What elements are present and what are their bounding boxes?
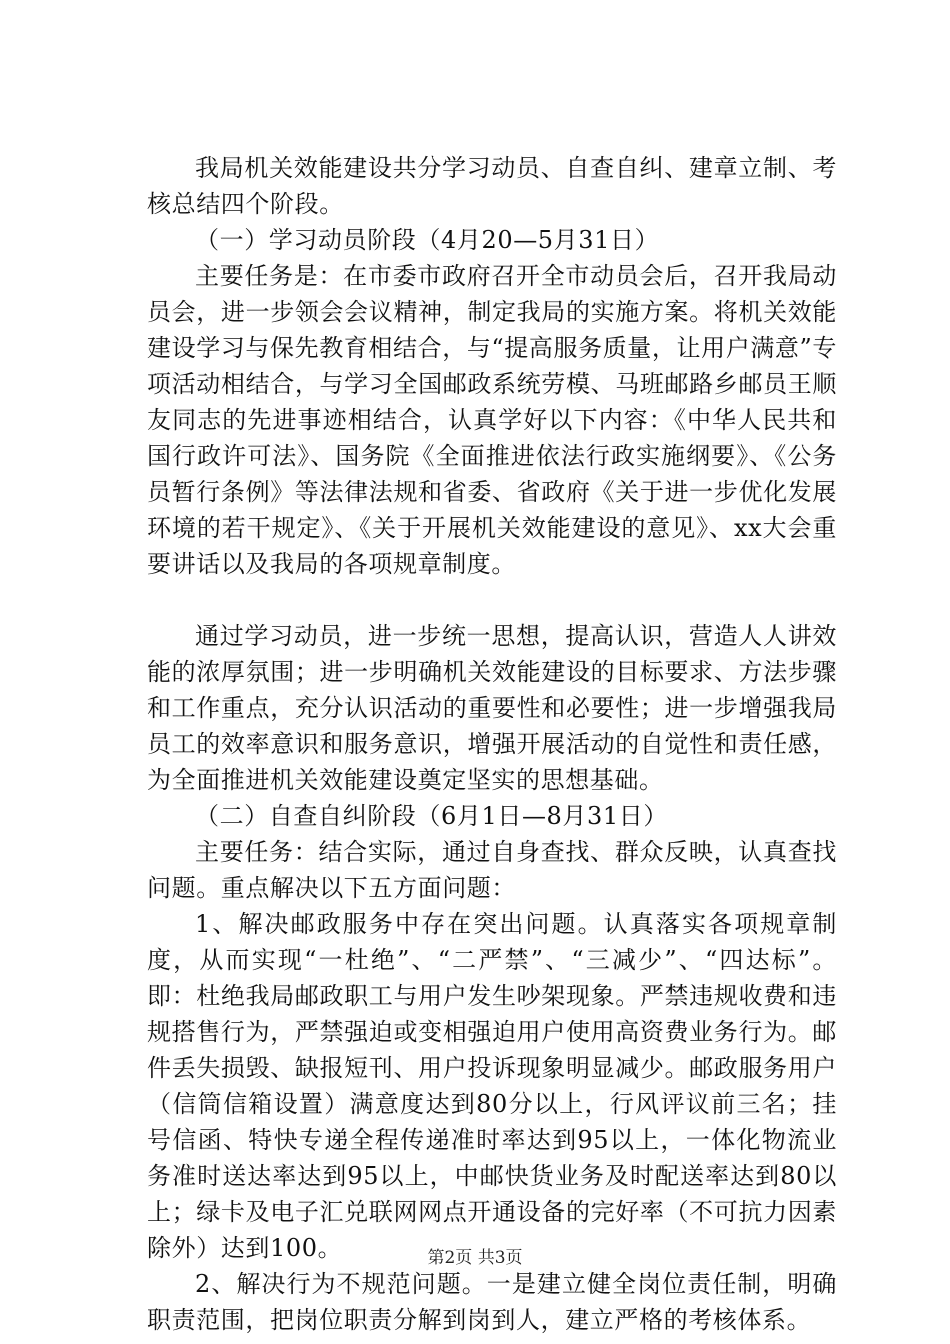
paragraph-main-tasks-inspection: 主要任务：结合实际，通过自身查找、群众反映，认真查找问题。重点解决以下五方面问题： (147, 838, 837, 902)
list-item-postal-service-issues: 1、解决邮政服务中存在突出问题。认真落实各项规章制度，从而实现“一杜绝”、“二严禁”、“三减少”、“四达标”。即：杜绝我局邮政职工与用户发生吵架现象。严禁违规收费和违规搭售行为，严禁强迫或变相强迫用户使用高资费业务行为。邮件丢失损毁、缺报短刊、用户投诉现象明显减少。邮政服务用户（信筒信箱设置）满意度达到80分以上，行风评议前三名；挂号信函、特快专递全程传递准时率达到95以上，一体化物流业务准时送达率达到95以上，中邮快货业务及时配送率达到80以上；绿卡及电子汇兑联网网点开通设备的完好率（不可抗力因素除外）达到100。 (147, 910, 837, 1262)
heading-study-mobilization: （一）学习动员阶段（4月20—5月31日） (195, 226, 660, 254)
document-body (147, 150, 837, 1338)
paragraph-main-tasks-study: 主要任务是：在市委市政府召开全市动员会后，召开我局动员会，进一步领会会议精神，制定我局的实施方案。将机关效能建设学习与保先教育相结合，与“提高服务质量，让用户满意”专项活动相结合，与学习全国邮政系统劳模、马班邮路乡邮员王顺友同志的先进事迹相结合，认真学好以下内容：《中华人民共和国行政许可法》、国务院《全面推进依法行政实施纲要》、《公务员暂行条例》等法律法规和省委、省政府《关于进一步优化发展环境的若干规定》、《关于开展机关效能建设的意见》、xx大会重要讲话以及我局的各项规章制度。 (147, 262, 837, 578)
list-item-behavior-issues: 2、解决行为不规范问题。一是建立健全岗位责任制，明确职责范围，把岗位职责分解到岗到人，建立严格的考核体系。 (147, 1270, 837, 1334)
page-number-footer: 第2页 共3页 (427, 1248, 523, 1268)
heading-self-inspection: （二）自查自纠阶段（6月1日—8月31日） (195, 802, 668, 830)
paragraph-study-goals: 通过学习动员，进一步统一思想，提高认识，营造人人讲效能的浓厚氛围；进一步明确机关效能建设的目标要求、方法步骤和工作重点，充分认识活动的重要性和必要性；进一步增强我局员工的效率意识和服务意识，增强开展活动的自觉性和责任感，为全面推进机关效能建设奠定坚实的思想基础。 (147, 622, 837, 794)
paragraph-stages-overview: 我局机关效能建设共分学习动员、自查自纠、建章立制、考核总结四个阶段。 (147, 154, 837, 218)
